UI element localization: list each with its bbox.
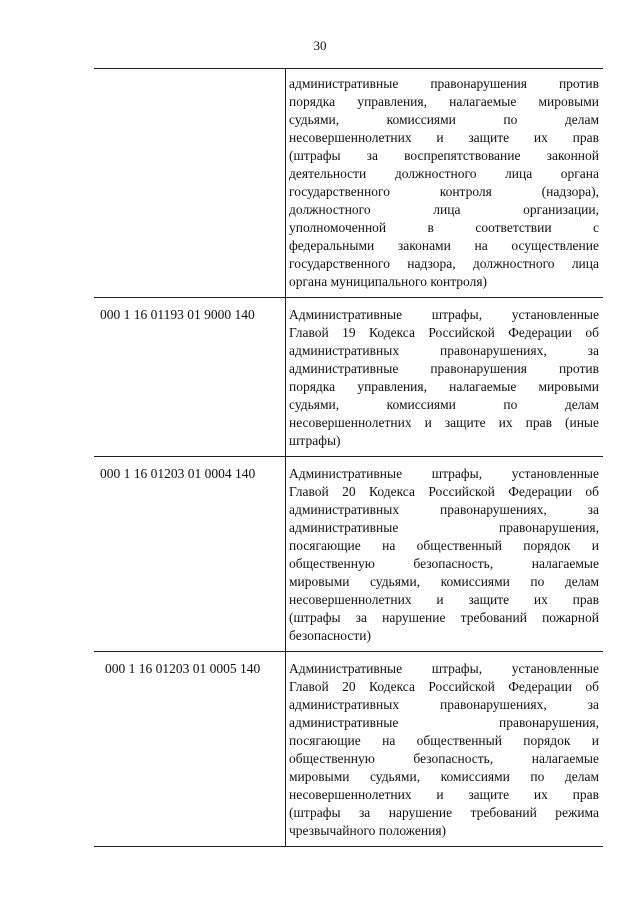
page-number: 30 — [313, 38, 327, 53]
description-line: органа муниципального контроля) — [289, 274, 488, 289]
table-row — [94, 652, 603, 847]
description-line: административные правонарушения, — [289, 520, 599, 535]
description-line: общественную безопасность, налагаемые — [289, 556, 599, 571]
table-row — [94, 298, 603, 457]
description-line: мировыми судьями, комиссиями по делам — [289, 769, 599, 784]
description-line: Главой 20 Кодекса Российской Федерации об — [289, 679, 599, 694]
description-line: судьями, комиссиями по делам — [289, 112, 599, 127]
description-line: государственного надзора, должностного лица — [289, 256, 599, 271]
description-line: (штрафы за нарушение требований пожарной — [289, 610, 599, 625]
description-line: Административные штрафы, установленные — [289, 307, 599, 322]
code-cell: 000 1 16 01203 01 0004 140 — [94, 457, 286, 651]
description-line: административных правонарушениях, за — [289, 697, 599, 712]
description-line: Главой 19 Кодекса Российской Федерации об — [289, 325, 599, 340]
description-line: безопасности) — [289, 628, 371, 643]
table-row — [94, 457, 603, 652]
description-line: Административные штрафы, установленные — [289, 466, 599, 481]
description-cell — [286, 457, 603, 651]
code-cell — [94, 69, 286, 297]
description-line: государственного контроля (надзора), — [289, 184, 599, 199]
description-line: уполномоченной в соответствии с — [289, 220, 599, 235]
table-row — [94, 69, 603, 298]
description-line: административные правонарушения, — [289, 715, 599, 730]
description-line: посягающие на общественный порядок и — [289, 733, 599, 748]
description-line: (штрафы за воспрепятствование законной — [289, 148, 599, 163]
description-line: (штрафы за нарушение требований режима — [289, 805, 599, 820]
description-line: несовершеннолетних и защите их прав — [289, 130, 599, 145]
description-line: посягающие на общественный порядок и — [289, 538, 599, 553]
description-line: административных правонарушениях, за — [289, 343, 599, 358]
description-line: административные правонарушения против — [289, 361, 599, 376]
description-line: федеральными законами на осуществление — [289, 238, 599, 253]
description-line: Главой 20 Кодекса Российской Федерации об — [289, 484, 599, 499]
description-line: несовершеннолетних и защите их прав (иные — [289, 415, 599, 430]
description-cell — [286, 69, 603, 297]
description-line: чрезвычайного положения) — [289, 823, 447, 838]
description-line: штрафы) — [289, 433, 341, 448]
description-cell — [286, 298, 603, 456]
description-line: деятельности должностного лица органа — [289, 166, 599, 181]
budget-classification-table — [94, 68, 603, 847]
description-line: несовершеннолетних и защите их прав — [289, 592, 599, 607]
description-line: несовершеннолетних и защите их прав — [289, 787, 599, 802]
description-line: мировыми судьями, комиссиями по делам — [289, 574, 599, 589]
description-line: административные правонарушения против — [289, 76, 599, 91]
description-line: порядка управления, налагаемые мировыми — [289, 94, 599, 109]
description-line: порядка управления, налагаемые мировыми — [289, 379, 599, 394]
description-line: общественную безопасность, налагаемые — [289, 751, 599, 766]
code-cell: 000 1 16 01203 01 0005 140 — [94, 652, 286, 846]
description-line: должностного лица организации, — [289, 202, 599, 217]
description-cell — [286, 652, 603, 846]
description-line: административных правонарушениях, за — [289, 502, 599, 517]
description-line: судьями, комиссиями по делам — [289, 397, 599, 412]
description-line: Административные штрафы, установленные — [289, 661, 599, 676]
code-cell: 000 1 16 01193 01 9000 140 — [94, 298, 286, 456]
